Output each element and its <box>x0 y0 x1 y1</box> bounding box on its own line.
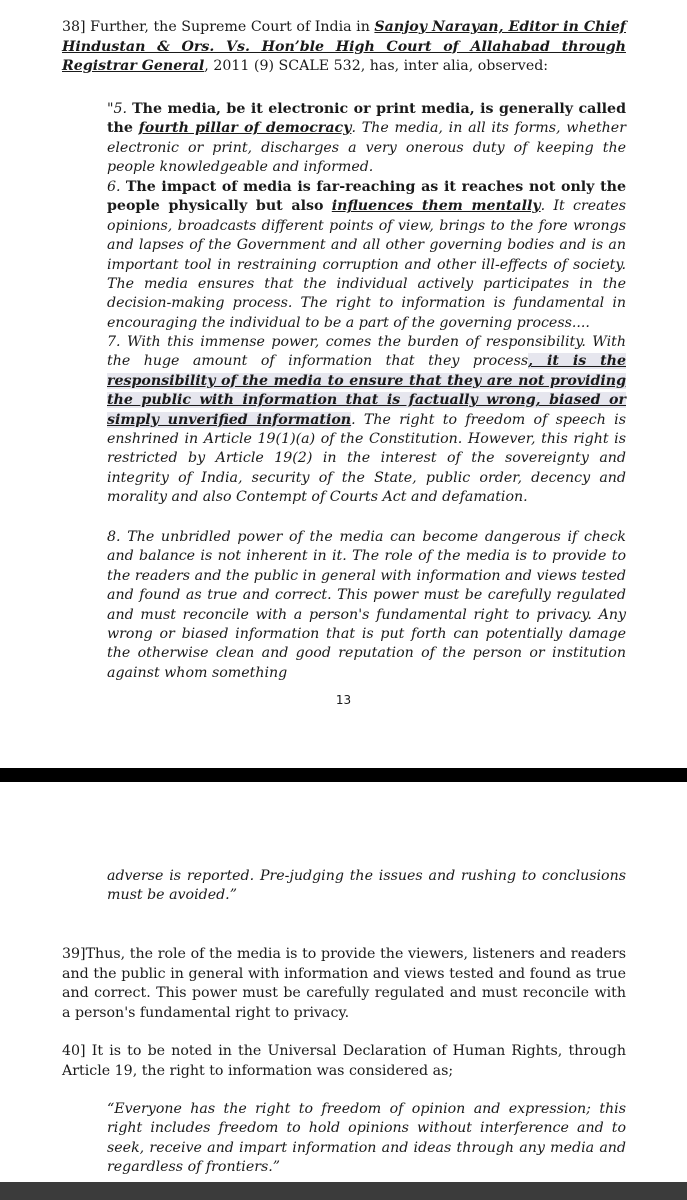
paragraph-number: 39] <box>62 946 86 962</box>
quote-paragraph-7 <box>107 333 626 508</box>
quote-bold-text: The media, be it electronic or print media, is generally called the <box>107 101 626 137</box>
highlighted-underlined-text: , it is the responsibility of the media to ensure that they are not providing the public with information that is factually wrong, biased or simply unverified information <box>107 353 626 428</box>
quote-underlined-text: fourth pillar of democracy <box>138 120 352 137</box>
quote-text: 7. With this immense power, comes the burden of responsibility. With the huge amount of information that they process <box>107 334 626 370</box>
page-number: 13 <box>335 693 352 707</box>
quote-paragraph-8-continued <box>107 867 626 906</box>
quote-number: 6. <box>107 179 121 195</box>
quote-text: adverse is reported. Pre-judging the issues and rushing to conclusions must be avoided.” <box>107 868 626 904</box>
document-page-14 <box>0 782 687 1182</box>
paragraph-text: It is to be noted in the Universal Declaration of Human Rights, through Article 19, the right to information was considered as; <box>62 1043 626 1079</box>
paragraph-intro: Further, the Supreme Court of India in <box>90 19 370 35</box>
paragraph-39 <box>62 945 626 1023</box>
page-separator <box>0 768 687 782</box>
quote-text: 8. The unbridled power of the media can become dangerous if check and balance is not inherent in it. The role of the media is to provide to the readers and the public in general with information and views tested and found as true and correct. This power must be carefully regulated and must reconcile with a person's fundamental right to privacy. Any wrong or biased information that is put forth can potentially damage the otherwise clean and good reputation of the person or institution against whom something <box>107 529 626 681</box>
paragraph-number: 38] <box>62 19 86 35</box>
quote-text: . The right to freedom of speech is enshrined in Article 19(1)(a) of the Constitution. However, this right is restricted by Article 19(2) in the interest of the sovereignty and integrity of India, security of the State, public order, decency and morality and also Contempt of Courts Act and defamation. <box>107 411 626 506</box>
bottom-bar <box>0 1182 687 1200</box>
quote-bold-text: The impact of media is far-reaching as it reaches not only the people physically but also <box>107 179 626 215</box>
quote-paragraph-6 <box>107 178 626 333</box>
quote-number: "5. <box>107 101 128 117</box>
quote-text: . It creates opinions, broadcasts different points of view, brings to the fore wrongs and lapses of the Government and all other governing bodies and is an important tool in restraining corruption and other ill-effects of society. The media ensures that the individual actively participates in the decision-making process. The right to information is fundamental in encouraging the individual to be a part of the governing process.... <box>107 198 626 331</box>
quote-underlined-text: influences them mentally <box>331 198 541 215</box>
quote-paragraph-5 <box>107 100 626 178</box>
case-name: Sanjoy Narayan, Editor in Chief Hindustan & Ors. Vs. Hon’ble High Court of Allahabad through Registrar General <box>62 19 626 74</box>
paragraph-38 <box>62 18 626 77</box>
case-citation: , 2011 (9) SCALE 532, has, inter alia, observed: <box>204 58 549 74</box>
quote-text: “Everyone has the right to freedom of opinion and expression; this right includes freedom to hold opinions without interference and to seek, receive and impart information and ideas through any media and regardless of frontiers.” <box>107 1101 626 1176</box>
paragraph-40 <box>62 1042 626 1081</box>
paragraph-text: Thus, the role of the media is to provide the viewers, listeners and readers and the public in general with information and views tested and found as true and correct. This power must be carefully regulated and must reconcile with a person's fundamental right to privacy. <box>62 946 626 1021</box>
udhr-quote <box>107 1100 626 1178</box>
quote-text: . The media, in all its forms, whether electronic or print, discharges a very onerous duty of keeping the people knowledgeable and informed. <box>107 120 626 176</box>
paragraph-number: 40] <box>62 1043 86 1059</box>
quote-paragraph-8 <box>107 528 626 683</box>
